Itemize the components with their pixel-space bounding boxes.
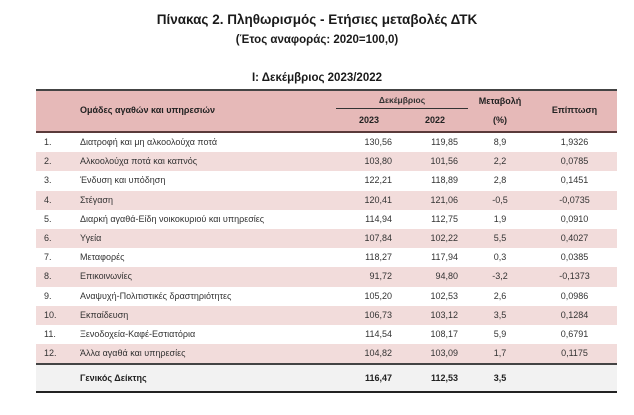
row-v2023: 118,27 (365, 252, 392, 263)
header-year-previous: 2022 (424, 115, 446, 125)
row-change: 5,5 (493, 232, 507, 243)
row-number: 2. (44, 156, 52, 167)
table-row (36, 344, 617, 363)
row-change: 1,9 (493, 213, 507, 224)
row-v2022: 112,75 (431, 213, 458, 224)
row-v2023: 114,54 (365, 328, 392, 339)
table-row (36, 229, 617, 248)
row-v2023: 120,41 (364, 194, 392, 205)
section-heading: Ι: Δεκέμβριος 2023/2022 (251, 72, 383, 84)
row-impact: 1,9326 (560, 137, 589, 147)
total-v2022: 112,53 (430, 373, 458, 384)
row-change: 5,9 (493, 328, 507, 339)
row-v2023: 114,94 (365, 213, 392, 224)
row-v2023: 105,20 (364, 290, 392, 301)
row-change: 8,9 (493, 137, 507, 147)
total-v2023: 116,47 (364, 373, 392, 384)
row-v2023: 91,72 (369, 271, 392, 282)
row-number: 7. (44, 252, 52, 263)
row-name: Εκπαίδευση (80, 309, 129, 320)
row-v2023: 107,84 (364, 232, 392, 243)
row-number: 3. (44, 175, 52, 186)
row-impact: 0,0910 (560, 213, 589, 224)
row-change: -0,5 (492, 194, 508, 205)
row-impact: 0,1175 (561, 348, 588, 359)
row-impact: 0,0986 (560, 290, 589, 301)
table-title: Πίνακας 2. Πληθωρισμός - Ετήσιες μεταβολές ΔΤΚ (156, 12, 478, 27)
row-v2022: 117,94 (431, 252, 458, 263)
row-name: Άλλα αγαθά και υπηρεσίες (80, 348, 186, 359)
row-v2022: 103,12 (430, 309, 458, 320)
row-name: Διαρκή αγαθά-Είδη νοικοκυριού και υπηρεσίες (80, 213, 265, 224)
table-body (36, 133, 617, 363)
row-name: Ξενοδοχεία-Καφέ-Εστιατόρια (80, 328, 196, 339)
row-change: 3,5 (493, 309, 507, 320)
row-v2023: 104,82 (364, 348, 392, 359)
header-impact: Επίπτωση (551, 105, 598, 115)
row-v2023: 106,73 (364, 309, 392, 320)
row-impact: 0,4027 (560, 232, 589, 243)
row-number: 9. (44, 290, 52, 301)
row-impact: 0,6791 (560, 328, 589, 339)
table-header (36, 91, 617, 133)
table-row (36, 267, 617, 286)
row-number: 1. (44, 137, 52, 147)
row-v2022: 103,09 (430, 348, 458, 359)
row-name: Στέγαση (80, 194, 113, 205)
header-month-divider (336, 108, 468, 109)
row-number: 8. (44, 271, 52, 282)
row-name: Επικοινωνίες (80, 271, 132, 282)
row-change: 2,2 (493, 156, 507, 167)
row-v2022: 94,80 (435, 271, 458, 282)
total-row (36, 363, 617, 391)
row-v2022: 121,06 (430, 194, 458, 205)
row-impact: -0,0735 (559, 194, 590, 205)
row-change: 2,6 (493, 290, 507, 301)
row-impact: 0,0785 (560, 156, 589, 167)
row-impact: 0,0385 (560, 252, 589, 263)
row-v2022: 101,56 (430, 156, 458, 167)
row-name: Μεταφορές (80, 252, 125, 263)
inflation-table (36, 89, 617, 393)
row-number: 12. (44, 348, 57, 359)
table-row (36, 171, 617, 190)
row-v2023: 122,21 (364, 175, 392, 186)
row-v2022: 102,53 (430, 290, 458, 301)
table-row (36, 210, 617, 229)
row-name: Ένδυση και υπόδηση (80, 175, 166, 186)
reference-year-subtitle: (Έτος αναφοράς: 2020=100,0) (235, 34, 399, 46)
table-row (36, 325, 617, 344)
row-v2023: 103,80 (364, 156, 392, 167)
header-month: Δεκέμβριος (378, 95, 426, 105)
row-change: 0,3 (493, 252, 507, 263)
row-name: Διατροφή και μη αλκοολούχα ποτά (80, 137, 218, 147)
row-number: 11. (44, 328, 56, 339)
table-row (36, 191, 617, 210)
row-impact: 0,1451 (560, 175, 589, 186)
row-v2023: 130,56 (364, 137, 392, 147)
table-row (36, 287, 617, 306)
row-number: 10. (44, 309, 57, 320)
table-row (36, 306, 617, 325)
table-row (36, 248, 617, 267)
header-change-unit: (%) (493, 115, 507, 125)
row-name: Υγεία (80, 232, 102, 243)
row-change: 2,8 (493, 175, 507, 186)
total-change: 3,5 (493, 373, 507, 384)
row-number: 4. (44, 194, 52, 205)
header-change: Μεταβολή (478, 96, 522, 106)
row-name: Αλκοολούχα ποτά και καπνός (80, 156, 198, 167)
row-number: 5. (44, 213, 52, 224)
row-v2022: 102,22 (430, 232, 458, 243)
row-number: 6. (44, 232, 52, 243)
row-change: -3,2 (492, 271, 508, 282)
row-v2022: 119,85 (431, 137, 458, 147)
row-change: 1,7 (493, 348, 507, 359)
row-impact: 0,1284 (560, 309, 589, 320)
header-year-current: 2023 (358, 115, 380, 125)
header-groups: Ομάδες αγαθών και υπηρεσιών (80, 105, 215, 115)
table-row (36, 133, 617, 152)
row-v2022: 118,89 (431, 175, 458, 186)
row-v2022: 108,17 (430, 328, 458, 339)
table-row (36, 152, 617, 171)
total-name: Γενικός Δείκτης (80, 373, 147, 384)
row-name: Αναψυχή-Πολιτιστικές δραστηριότητες (80, 290, 232, 301)
row-impact: -0,1373 (559, 271, 590, 282)
